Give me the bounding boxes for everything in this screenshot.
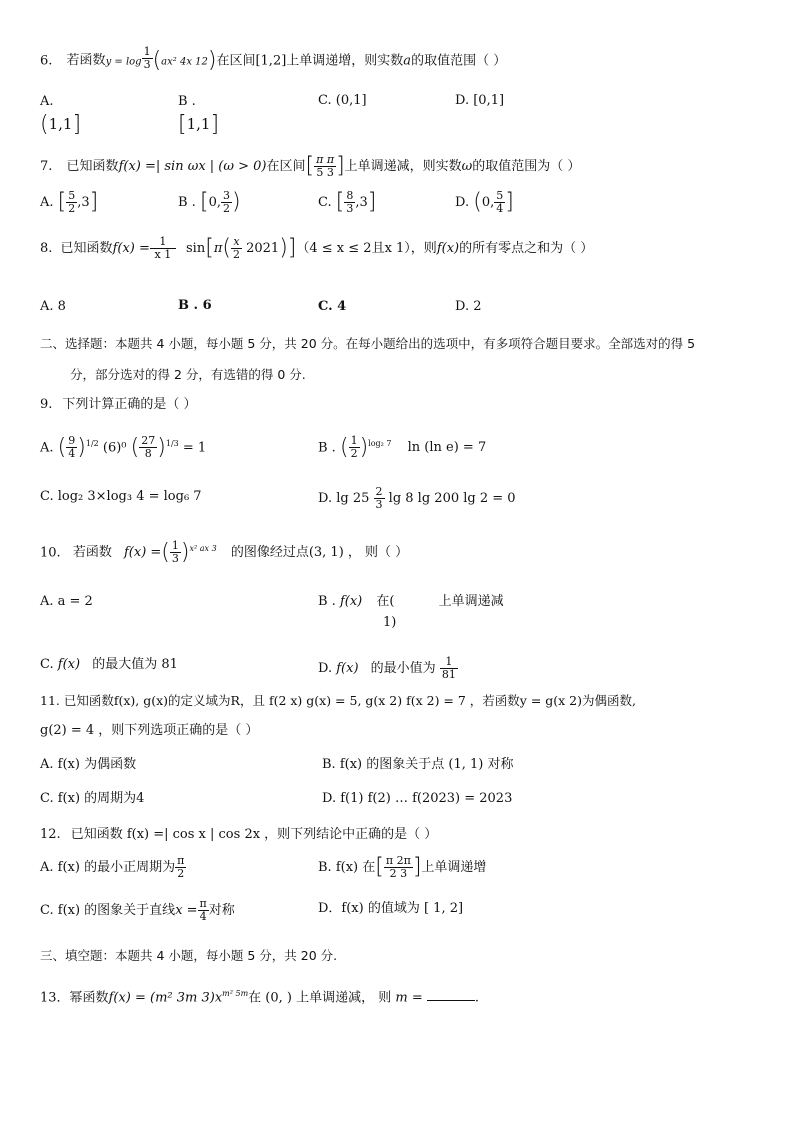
q7-option-b: B . [0, $\frac{3}{2}$ ) bbox=[178, 189, 241, 215]
q13-answer-blank[interactable] bbox=[427, 988, 475, 1001]
q6-number: 6. bbox=[40, 53, 53, 69]
section-3-heading: 三、填空题：本题共 4 小题，每小题 5 分，共 20 分. bbox=[40, 948, 338, 963]
section-2-heading-cont: 分，部分选对的得 2 分，有选错的得 0 分. bbox=[70, 367, 306, 382]
q9-option-a: A. ( $\frac{9}{4}$ )$^{1/2}$ (6)⁰ ( $\frac{27}{8}$ )$^{1/3}$ = 1 bbox=[40, 434, 207, 461]
q11-option-c: C. f(x) 的周期为4 bbox=[40, 791, 145, 806]
q12-option-a: A. f(x) 的最小正周期为 $\frac{\pi}{2}$ bbox=[40, 854, 185, 880]
q8-option-c: C. 4 bbox=[318, 299, 347, 314]
q11-option-a: A. f(x) 为偶函数 bbox=[40, 757, 137, 772]
q9-option-b: B . ( $\frac{1}{2}$ )$^{log_2 7}$ ln (ln e) = 7 bbox=[318, 434, 487, 461]
question-11: 11. 已知函数f(x), g(x)的定义域为R，且 f(2 x) g(x) = 5, g(x 2) f(x 2) = 7 ，若函数y = g(x 2)为偶函数, bbox=[40, 693, 636, 708]
q6-option-c: C. (0,1] bbox=[318, 93, 367, 108]
question-11-cont: g(2) = 4 ，则下列选项正确的是（ ） bbox=[40, 723, 259, 738]
q9-option-c: C. log₂ 3×log₃ 4 = log₆ 7 bbox=[40, 489, 202, 504]
question-9: 9. 下列计算正确的是（ ） bbox=[40, 397, 197, 412]
q10-option-b: B . f(x) 在( 上单调递减 bbox=[318, 594, 504, 609]
q7-option-d: D. (0, $\frac{5}{4}$ ] bbox=[455, 189, 514, 215]
q6-option-d: D. [0,1] bbox=[455, 93, 505, 108]
q10-option-b-bound: 1) bbox=[383, 615, 397, 630]
q9-option-d: D. lg 25 $\frac{2}{3}$ lg 8 lg 200 lg 2 = 0 bbox=[318, 485, 516, 511]
question-6: 6. 若函数y = log $\frac{1}{3}$ (ax² 4x 12)在区间[1,2]上单调递增，则实数a的取值范围（ ） bbox=[40, 45, 507, 73]
q8-option-b: B . 6 bbox=[178, 298, 212, 313]
q10-option-d: D. f(x) 的最小值为 $\frac{1}{81}$ bbox=[318, 655, 456, 681]
question-13: 13．幂函数f(x) = (m² 3m $3)x^{m^2 5m}$在 (0, ) 上单调递减， 则 m = . bbox=[40, 989, 480, 1006]
q12-option-b: B. f(x) 在[ $\frac{\pi 2\pi}{2 3}$ ]上单调递增 bbox=[318, 854, 487, 880]
q11-option-d: D. f(1) f(2) … f(2023) = 2023 bbox=[322, 791, 513, 806]
q6-option-a: A. bbox=[40, 94, 54, 109]
q12-option-d: D．f(x) 的值域为 [ 1, 2] bbox=[318, 901, 464, 916]
q7-interval: $\frac{\text{π π}}{5 3}$ bbox=[316, 153, 335, 179]
q8-option-a: A. 8 bbox=[40, 299, 66, 314]
q6-option-a-value: (1,1] bbox=[40, 112, 82, 137]
question-12: 12. 已知函数 f(x) =| cos x | cos 2x ，则下列结论中正确的是（ ） bbox=[40, 827, 438, 842]
q10-option-a: A. a = 2 bbox=[40, 594, 93, 609]
q6-option-b: B . bbox=[178, 94, 196, 109]
q11-option-b: B. f(x) 的图象关于点 (1, 1) 对称 bbox=[322, 757, 514, 772]
q12-option-c: C. f(x) 的图象关于直线x = $\frac{\pi}{4}$ 对称 bbox=[40, 897, 235, 923]
question-8: 8. 已知函数f(x) = $\frac{1}{x 1}$ sin[π( $\frac{x}{2}$ 2021)]（4 ≤ x ≤ 2且x 1），则f(x)的所有零点之和为（ ） bbox=[40, 235, 594, 261]
section-2-heading: 二、选择题：本题共 4 小题，每小题 5 分，共 20 分。在每小题给出的选项中，有多项符合题目要求。全部选对的得 5 bbox=[40, 336, 696, 351]
question-7: 7. 已知函数f(x) =| sin ωx | (ω > 0)在区间[ $\frac{\text{π π}}{5 3}$ ]上单调递减，则实数ω的取值范围为（ ） bbox=[40, 153, 581, 179]
q7-option-a: A. [ $\frac{5}{2}$ ,3] bbox=[40, 189, 99, 215]
question-10: 10. 若函数 f(x) =( $\frac{1}{3}$ )$^{x^2 ax 3}$ 的图像经过点(3, 1) ， 则（ ） bbox=[40, 539, 409, 566]
q6-option-b-value: [1,1] bbox=[178, 112, 220, 137]
q10-option-c: C. f(x) 的最大值为 81 bbox=[40, 657, 178, 672]
q8-option-d: D. 2 bbox=[455, 299, 482, 314]
q7-option-c: C. [ $\frac{8}{3}$ ,3] bbox=[318, 189, 377, 215]
